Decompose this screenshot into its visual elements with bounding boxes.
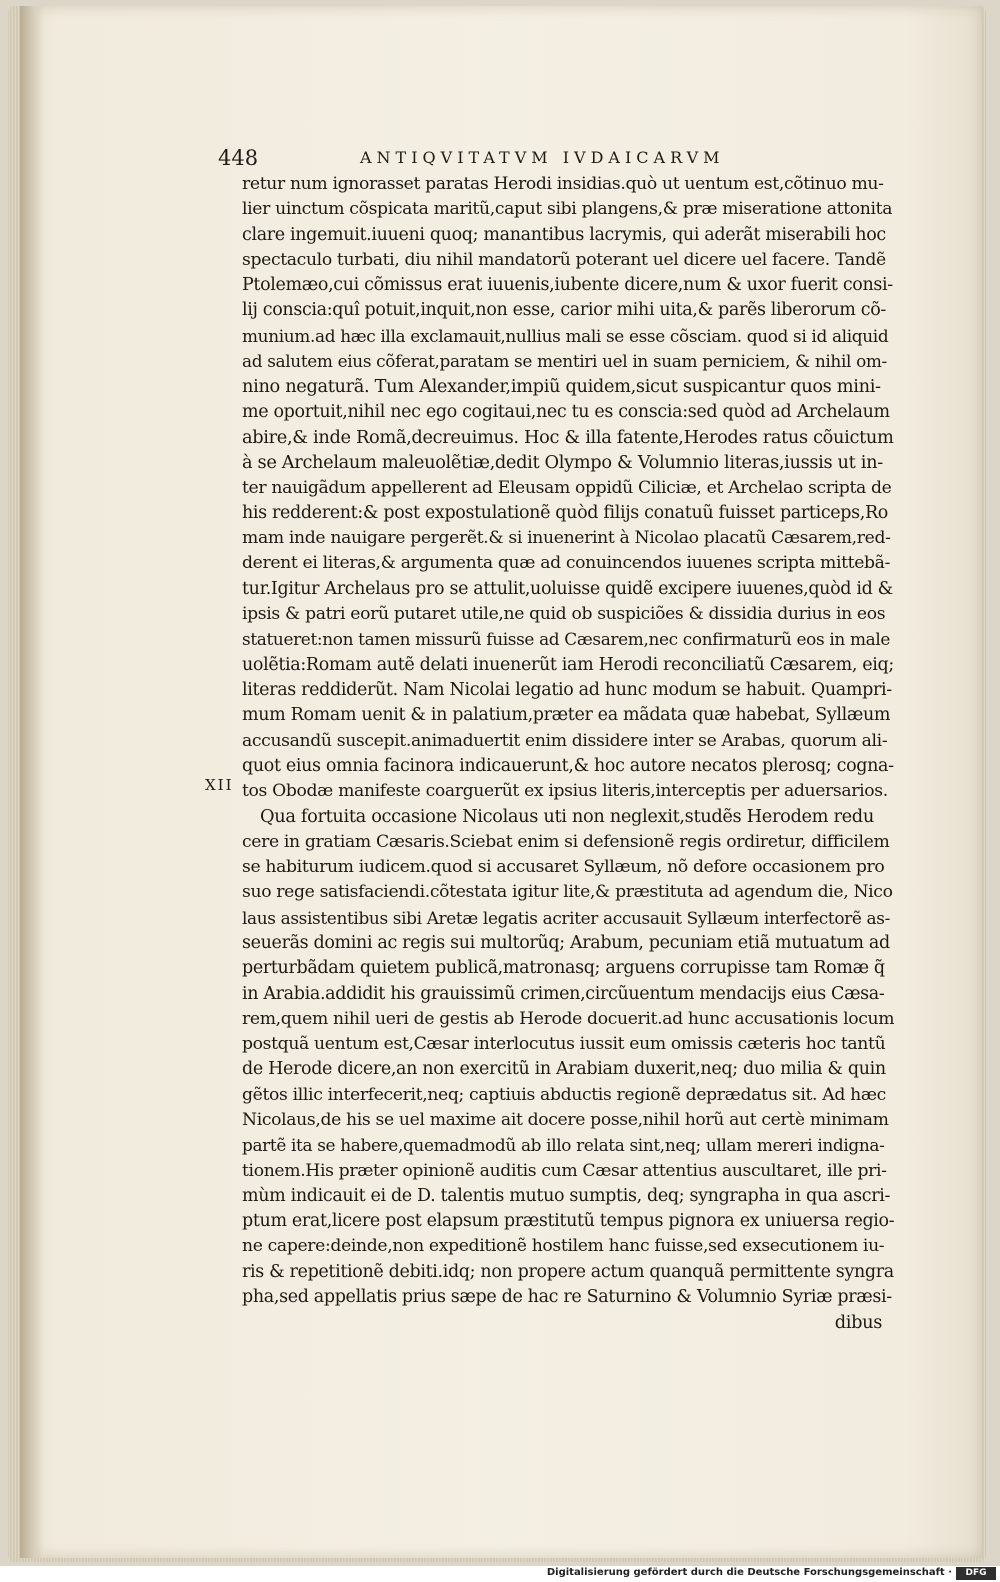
text-line: munium.ad hæc illa exclamauit,nullius mali se esse cõsciam. quod si id aliquid	[242, 325, 889, 346]
text-line: tos Obodæ manifeste coarguerũt ex ipsius literis,interceptis per aduersarios.	[242, 781, 888, 802]
text-line: ne capere:deinde,non expeditionẽ hostilem hanc fuisse,sed exsecutionem iu-	[242, 1236, 885, 1257]
text-line: Qua fortuita occasione Nicolaus uti non neglexit,studẽs Herodem redu	[260, 806, 874, 828]
text-line: suo rege satisfaciendi.cõtestata igitur lite,& præstituta ad agendum die, Nico	[242, 882, 893, 903]
text-line: laus assistentibus sibi Aretæ legatis acriter accusauit Syllæum interfectorẽ as-	[242, 907, 890, 928]
text-line: lier uinctum cõspicata maritũ,caput sibi plangens,& præ miseratione attonita	[242, 199, 893, 220]
text-line: accusandũ suscepit.animaduertit enim dissidere inter se Arabas, quorum ali-	[242, 730, 888, 751]
text-line: ad salutem eius cõferat,paratam se mentiri uel in suam perniciem, & nihil om-	[242, 351, 887, 372]
text-line: retur num ignorasset paratas Herodi insidias.quò ut uentum est,cõtinuo mu-	[242, 174, 884, 194]
text-line: his redderent:& post expostulationẽ quòd filijs conatuũ fuisset particeps,Ro	[242, 502, 888, 523]
text-line: pha,sed appellatis prius sæpe de hac re Saturnino & Volumnio Syriæ præsi-	[242, 1287, 892, 1308]
text-line: perturbãdam quietem publicã,matronasq; arguens corrupisse tam Romæ q̃	[242, 958, 885, 979]
text-line: ipsis & patri eorũ putaret utile,ne quid ob suspiciões & dissidia durius in eos	[242, 604, 886, 625]
digitization-footer	[0, 1566, 1000, 1582]
text-line: tur.Igitur Archelaus pro se attulit,uoluisse quidẽ excipere iuuenes,quòd id &	[242, 578, 893, 599]
text-line: de Herode dicere,an non exercitũ in Arabiam duxerit,neq; duo milia & quin	[242, 1059, 886, 1080]
text-line: quot eius omnia facinora indicauerunt,& hoc autore necatos plerosq; cogna-	[242, 755, 894, 776]
text-line: clare ingemuit.iuueni quoq; manantibus lacrymis, qui aderãt miserabili hoc	[242, 224, 886, 245]
text-line: seuerãs domini ac regis sui multorũq; Arabum, pecuniam etiã mutuatum ad	[242, 932, 890, 953]
catchword: dibus	[834, 1312, 882, 1334]
dfg-logo: DFG	[956, 1567, 996, 1580]
text-line: ptum erat,licere post elapsum præstitutũ tempus pignora ex uniuersa regio-	[242, 1211, 894, 1232]
text-line: derent ei literas,& argumenta quæ ad conuincendos iuuenes scripta mittebã-	[242, 553, 891, 574]
page-header	[218, 146, 778, 170]
body-text	[242, 172, 894, 1336]
text-line: uolẽtia:Romam autẽ delati inuenerũt iam Herodi reconciliatũ Cæsarem, eiq;	[242, 654, 894, 675]
text-line: ter nauigãdum appellerent ad Eleusam oppidũ Ciliciæ, et Archelao scripta de	[242, 477, 892, 498]
funding-notice: Digitalisierung gefördert durch die Deutsche Forschungsgemeinschaft ·	[546, 1567, 952, 1578]
text-line: lij conscia:quî potuit,inquit,non esse, carior mihi uita,& parẽs liberorum cõ-	[242, 300, 886, 321]
text-line: Ptolemæo,cui cõmissus erat iuuenis,iubente dicere,num & uxor fuerit consi-	[242, 275, 893, 296]
text-line: mùm indicauit ei de D. talentis mutuo sumptis, deq; syngrapha in qua ascri-	[242, 1185, 891, 1206]
book-spine-shadow	[20, 6, 44, 1558]
text-line: me oportuit,nihil nec ego cogitaui,nec tu es conscia:sed quòd ad Archelaum	[242, 401, 890, 422]
text-line: se habiturum iudicem.quod si accusaret Syllæum, nõ defore occasionem pro	[242, 857, 885, 878]
text-line: Nicolaus,de his se uel maxime ait docere posse,nihil horũ aut certè minimam	[242, 1109, 889, 1130]
text-line: mum Romam uenit & in palatium,præter ea mãdata quæ habebat, Syllæum	[242, 705, 891, 726]
text-line: postquã uentum est,Cæsar interlocutus iussit eum omissis cæteris hoc tantũ	[242, 1034, 886, 1055]
text-line: literas reddiderũt. Nam Nicolai legatio ad hunc modum se habuit. Quampri-	[242, 679, 892, 700]
text-line: spectaculo turbati, diu nihil mandatorũ poterant uel dicere uel facere. Tandẽ	[242, 249, 886, 270]
text-line: tionem.His præter opinionẽ auditis cum Cæsar attentius auscultaret, ille pri-	[242, 1160, 887, 1181]
text-line: rem,quem nihil ueri de gestis ab Herode docuerit.ad hunc accusationis locum	[242, 1008, 894, 1029]
text-line: nino negaturã. Tum Alexander,impiũ quidem,sicut suspicantur quos mini-	[242, 376, 881, 398]
text-line: ris & repetitionẽ debiti.idq; non propere actum quanquã permittente syngra	[242, 1261, 894, 1282]
text-line: statueret:non tamen missurũ fuisse ad Cæsarem,nec confirmaturũ eos in male	[242, 629, 891, 650]
text-line: in Arabia.addidit his grauissimũ crimen,circũuentum mendacijs eius Cæsa-	[242, 983, 885, 1004]
text-line: partẽ ita se habere,quemadmodũ ab illo relata sint,neq; ullam mereri indigna-	[242, 1135, 885, 1156]
text-line: mam inde nauigare pergerẽt.& si inuenerint à Nicolao placatũ Cæsarem,red-	[242, 528, 891, 549]
text-line: à se Archelaum maleuolẽtiæ,dedit Olympo & Volumnio literas,iussis ut in-	[242, 452, 883, 474]
text-line: abire,& inde Romã,decreuimus. Hoc & illa fatente,Herodes ratus cõuictum	[242, 426, 894, 448]
text-line: gẽtos illic interfecerit,neq; captiuis abductis regionẽ deprædatus sit. Ad hæc	[242, 1084, 886, 1105]
marginal-section-number: XII	[205, 776, 234, 794]
running-head: ANTIQVITATVM IVDAICARVM	[360, 148, 725, 167]
text-line: cere in gratiam Cæsaris.Sciebat enim si defensionẽ regis ordiretur, difficilem	[242, 831, 890, 852]
page-number: 448	[218, 146, 259, 170]
